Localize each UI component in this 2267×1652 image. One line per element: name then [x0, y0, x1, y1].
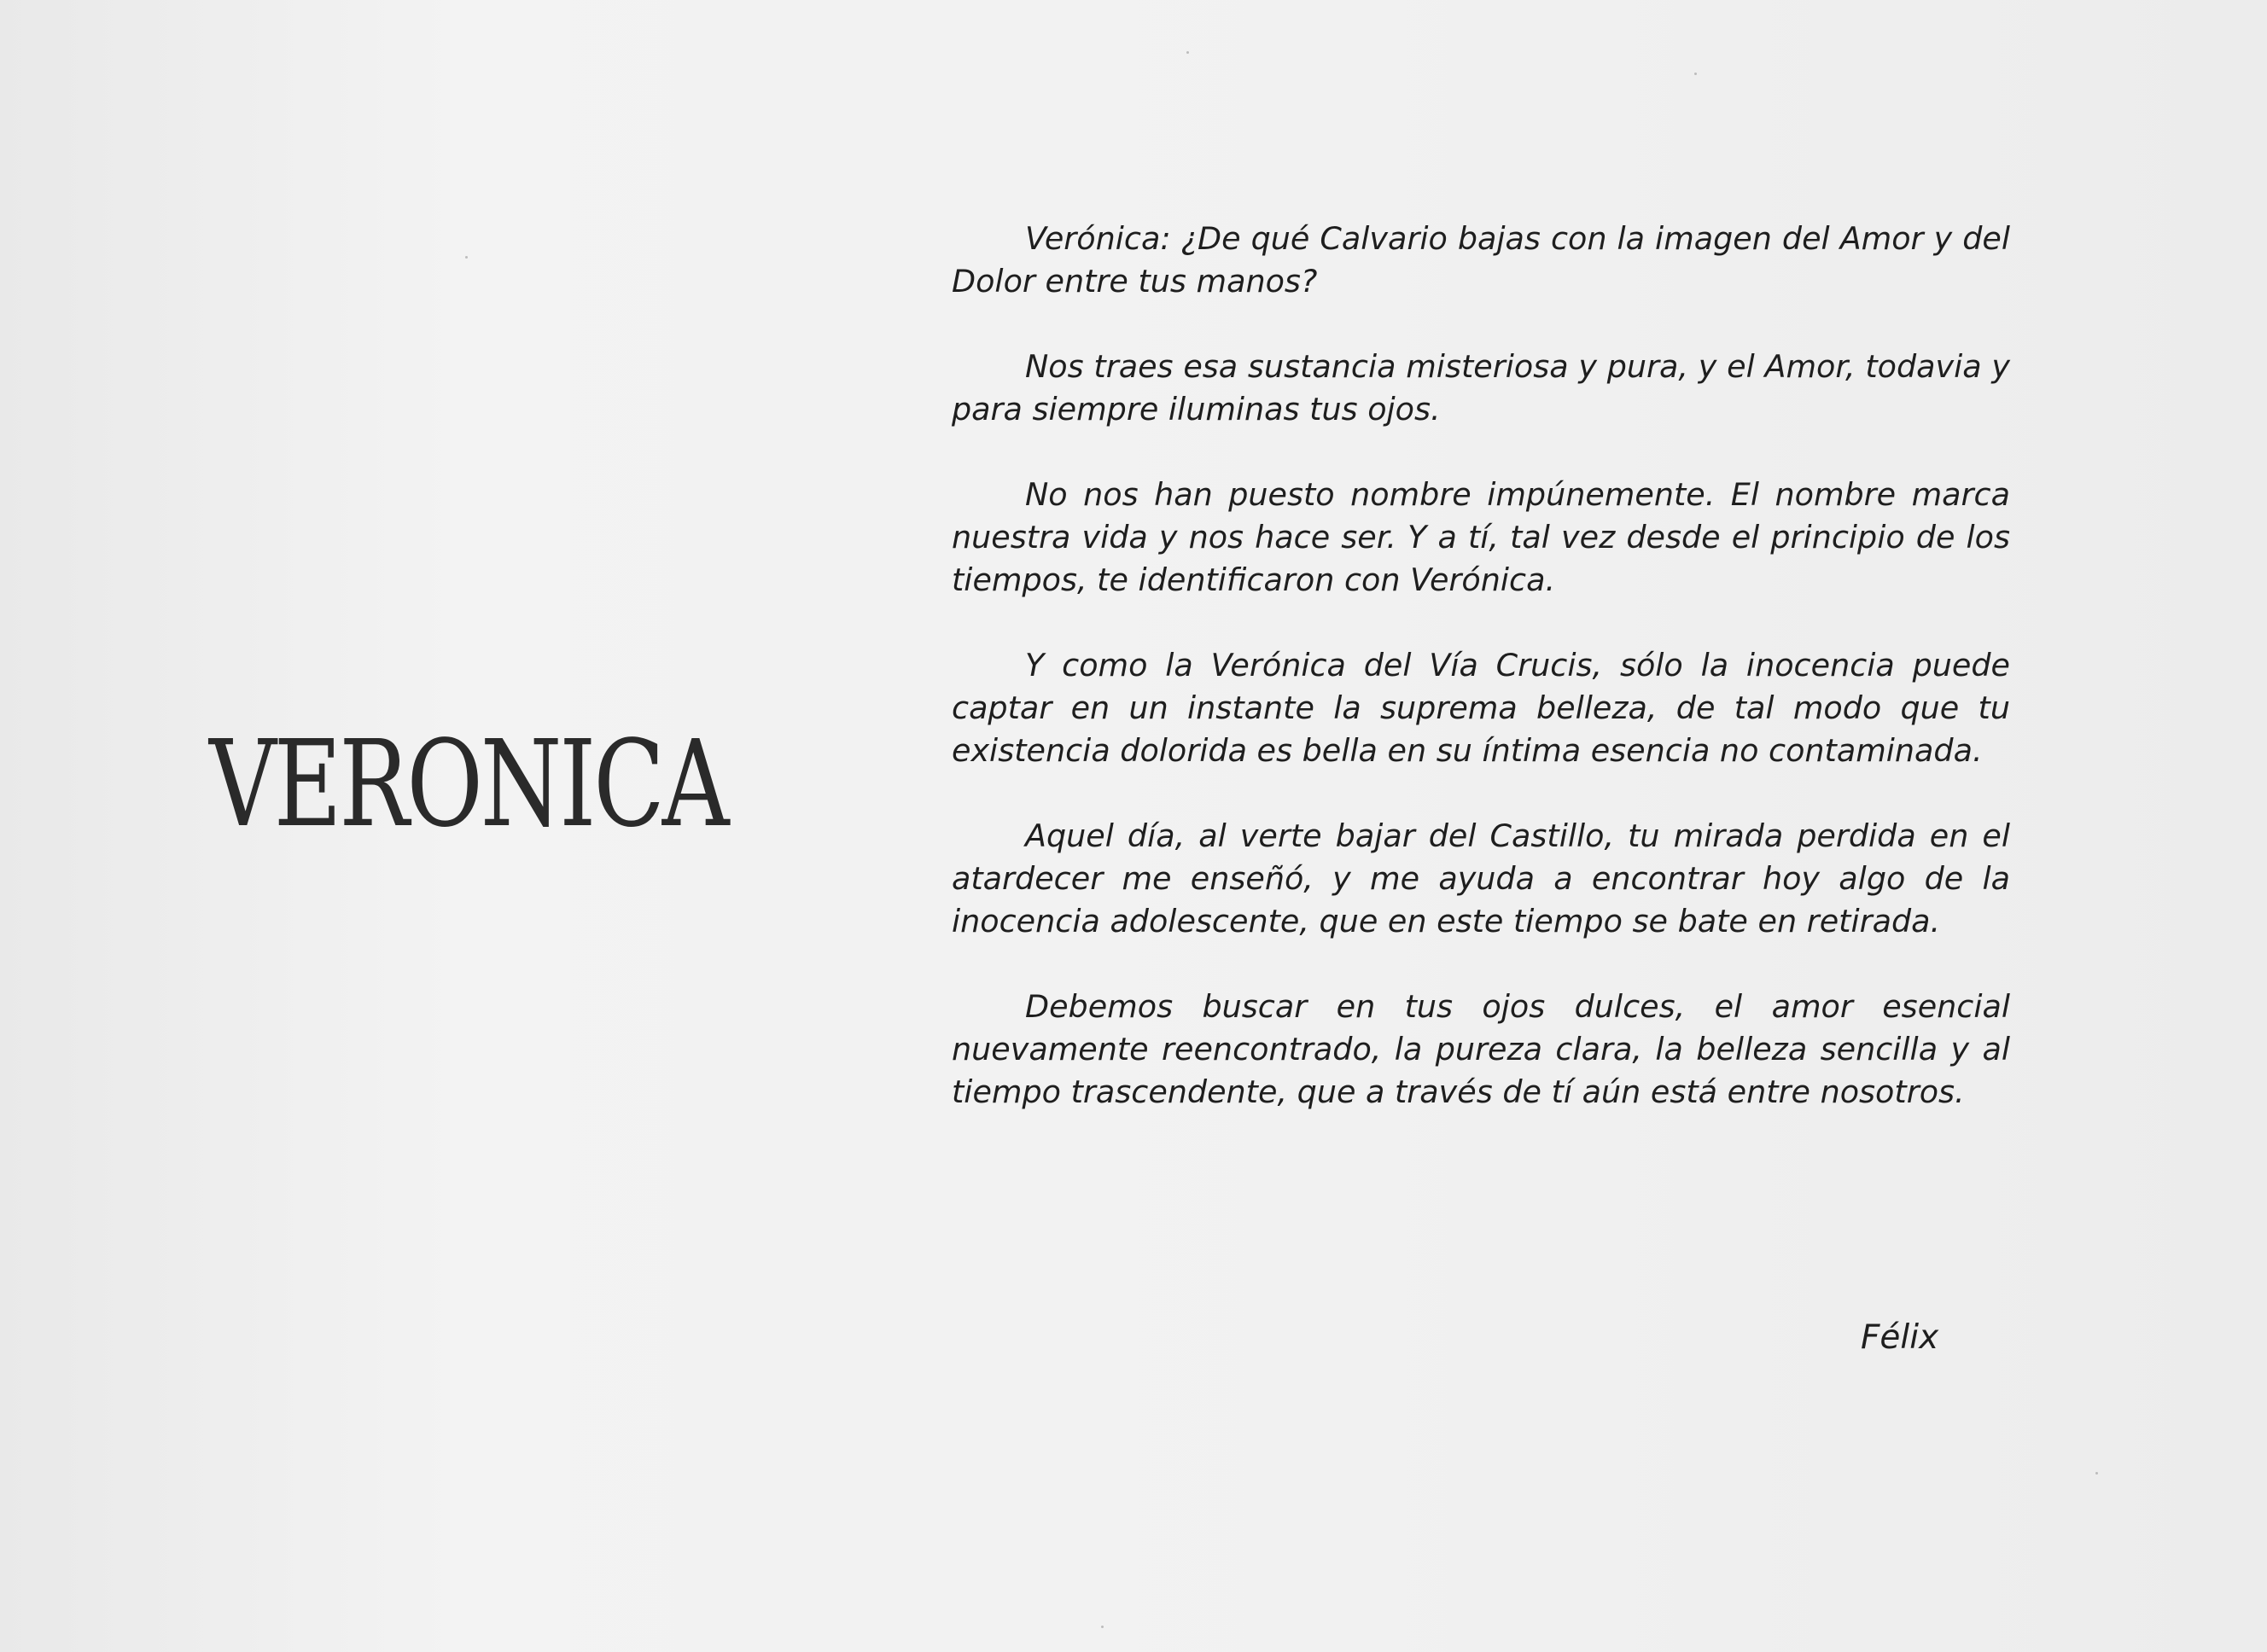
paper-speck — [1186, 51, 1189, 54]
paper-speck — [1694, 73, 1697, 75]
paper-speck — [1101, 1626, 1104, 1628]
paragraph: Nos traes esa sustancia misteriosa y pura, y el Amor, todavia y para siempre iluminas tus ojos. — [952, 348, 2010, 428]
body-text — [952, 218, 2010, 1156]
paragraph: Verónica: ¿De qué Calvario bajas con la imagen del Amor y del Dolor entre tus manos? — [952, 220, 2010, 300]
paragraph: Y como la Verónica del Vía Crucis, sólo la inocencia puede captar en un instante la suprema belleza, de tal modo que tu existencia dolorida es bella en su íntima esencia no contaminada. — [952, 647, 2010, 769]
paper-speck — [465, 256, 468, 259]
paragraph: Debemos buscar en tus ojos dulces, el amor esencial nuevamente reencontrado, la pureza clara, la belleza sencilla y al tiempo trascendente, que a través de tí aún está entre nosotros. — [952, 988, 2010, 1110]
paragraph: No nos han puesto nombre impúnemente. El nombre marca nuestra vida y nos hace ser. Y a tí, tal vez desde el principio de los tiempos, te identificaron con Verónica. — [952, 476, 2010, 598]
paragraph: Aquel día, al verte bajar del Castillo, tu mirada perdida en el atardecer me enseñó, y me ayuda a encontrar hoy algo de la inocencia adolescente, que en este tiempo se bate en retirada. — [952, 817, 2010, 939]
page-title: VERONICA — [209, 715, 727, 854]
signature: Félix — [1861, 1318, 1939, 1357]
paper-speck — [2095, 1472, 2098, 1475]
